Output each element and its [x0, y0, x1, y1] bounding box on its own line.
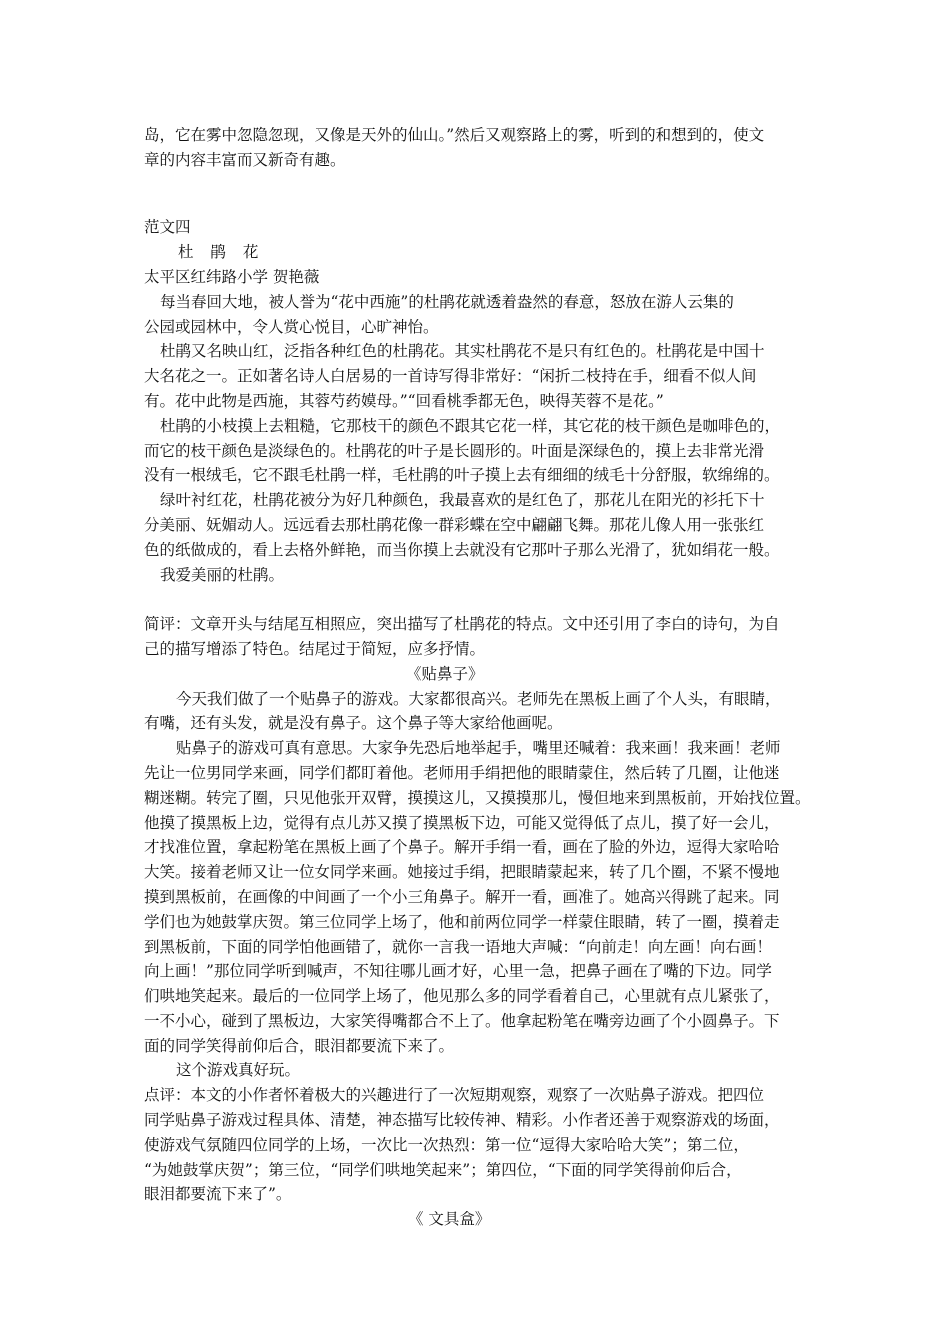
text-line: 我爱美丽的杜鹃。	[160, 565, 285, 584]
paragraph	[144, 290, 820, 340]
text-line: 每当春回大地，被人誉为“花中西施”的杜鹃花就透着盎然的春意，怒放在游人云集的	[160, 292, 734, 311]
text-line: 眼泪都要流下来了”。	[144, 1185, 292, 1204]
text-line: 使游戏气氛随四位同学的上场，一次比一次热烈：第一位“逗得大家哈哈大笑”；第二位，	[144, 1135, 749, 1154]
essay-label: 范文四	[144, 218, 191, 237]
text-line: 简评：文章开头与结尾互相照应，突出描写了杜鹃花的特点。文中还引用了李白的诗句，为自	[144, 615, 780, 634]
essay-author: 太平区红纬路小学 贺艳薇	[144, 267, 320, 286]
text-line: 岛，它在雾中忽隐忽现，又像是天外的仙山。”然后又观察路上的雾，听到的和想到的，使文	[144, 126, 765, 144]
text-line: 学们也为她鼓掌庆贺。第三位同学上场了，他和前两位同学一样蒙住眼睛，转了一圈，摸着走	[144, 912, 780, 931]
text-line: 们哄地笑起来。最后的一位同学上场了，他见那么多的同学看着自己，心里就有点儿紧张了，	[144, 987, 780, 1006]
text-line: 点评：本文的小作者怀着极大的兴趣进行了一次短期观察，观察了一次贴鼻子游戏。把四位	[144, 1086, 765, 1105]
paragraph	[144, 414, 820, 488]
text-line: 糊迷糊。转完了圈，只见他张开双臂，摸摸这儿，又摸摸那儿，慢但地来到黑板前，开始找位置。	[144, 788, 811, 807]
essay-comment	[144, 612, 820, 662]
text-line: 有。花中此物是西施，其蓉芍药嫫母。”“回看桃季都无色，映得芙蓉不是花。”	[144, 391, 664, 410]
paragraph	[144, 687, 820, 737]
text-line: 一不小心，碰到了黑板边，大家笑得嘴都合不上了。他拿起粉笔在嘴旁边画了个小圆鼻子。下	[144, 1011, 780, 1030]
text-line: 色的纸做成的，看上去格外鲜艳，而当你摸上去就没有它那叶子那么光滑了，犹如绢花一般。	[144, 540, 780, 559]
text-line: 摸到黑板前，在画像的中间画了一个小三角鼻子。解开一看，画准了。她高兴得跳了起来。同	[144, 887, 780, 906]
text-line: 这个游戏真好玩。	[176, 1061, 301, 1080]
text-line: 到黑板前，下面的同学怕他画错了，就你一言我一语地大声喊：“向前走！向左画！向右画！	[144, 937, 772, 956]
text-line: 分美丽、妩媚动人。远远看去那杜鹃花像一群彩蝶在空中翩翩飞舞。那花儿像人用一张张红	[144, 515, 765, 534]
text-line: 公园或园林中，令人赏心悦目，心旷神怡。	[144, 317, 439, 336]
text-line: 才找准位置，拿起粉笔在黑板上画了个鼻子。解开手绢一看，画在了脸的外边，逗得大家哈哈	[144, 838, 780, 857]
text-line: 大名花之一。正如著名诗人白居易的一首诗写得非常好：“闲折二枝持在手，细看不似人间	[144, 367, 757, 386]
text-line: 他摸了摸黑板上边，觉得有点儿苏又摸了摸黑板下边，可能又觉得低了点儿，摸了好一会儿，	[144, 813, 780, 832]
text-line: 杜鹃又名映山红，泛指各种红色的杜鹃花。其实杜鹃花不是只有红色的。杜鹃花是中国十	[160, 342, 765, 361]
text-line: 同学贴鼻子游戏过程具体、清楚，神态描写比较传神、精彩。小作者还善于观察游戏的场面，	[144, 1111, 780, 1130]
intro-tail	[144, 123, 820, 173]
text-line: 今天我们做了一个贴鼻子的游戏。大家都很高兴。老师先在黑板上画了个人头，有眼睛，	[176, 689, 781, 708]
text-line: 杜鹃的小枝摸上去粗糙，它那枝干的颜色不跟其它花一样，其它花的枝干颜色是咖啡色的，	[160, 416, 781, 435]
text-line: 章的内容丰富而又新奇有趣。	[144, 150, 346, 169]
paragraph	[144, 736, 820, 1058]
essay-comment	[144, 1083, 820, 1207]
text-line: 面的同学笑得前仰后合，眼泪都要流下来了。	[144, 1036, 455, 1055]
essay-6	[144, 1207, 820, 1232]
text-line: 有嘴，还有头发，就是没有鼻子。这个鼻子等大家给他画呢。	[144, 714, 563, 733]
text-line: 己的描写增添了特色。结尾过于简短，应多抒情。	[144, 639, 486, 658]
essay-title: 《 文具盒》	[408, 1210, 491, 1229]
essay-title: 《贴鼻子》	[406, 664, 484, 683]
document-page	[144, 123, 820, 1232]
paragraph	[144, 339, 820, 413]
text-line: 大笑。接着老师又让一位女同学来画。她接过手绢，把眼睛蒙起来，转了几个圈，不紧不慢地	[144, 863, 780, 882]
paragraph	[144, 1058, 820, 1083]
text-line: 没有一根绒毛，它不跟毛杜鹃一样，毛杜鹃的叶子摸上去有细细的绒毛十分舒服，软绵绵的。	[144, 466, 780, 485]
essay-4	[144, 215, 820, 661]
paragraph	[144, 563, 820, 588]
essay-5	[144, 662, 820, 1208]
text-line: 绿叶衬红花，杜鹃花被分为好几种颜色，我最喜欢的是红色了，那花儿在阳光的衫托下十	[160, 491, 765, 510]
text-line: 而它的枝干颜色是淡绿色的。杜鹃花的叶子是长圆形的。叶面是深绿色的，摸上去非常光滑	[144, 441, 765, 460]
essay-title: 杜 鹃 花	[178, 243, 265, 262]
text-line: 贴鼻子的游戏可真有意思。大家争先恐后地举起手，嘴里还喊着：我来画！我来画！老师	[176, 739, 781, 758]
text-line: 向上画！”那位同学听到喊声，不知往哪儿画才好，心里一急，把鼻子画在了嘴的下边。同学	[144, 962, 772, 981]
paragraph	[144, 488, 820, 562]
text-line: “为她鼓掌庆贺”；第三位，“同学们哄地笑起来”；第四位，“下面的同学笑得前仰后合，	[144, 1160, 742, 1179]
text-line: 先让一位男同学来画，同学们都盯着他。老师用手绢把他的眼睛蒙住，然后转了几圈，让他迷	[144, 763, 780, 782]
